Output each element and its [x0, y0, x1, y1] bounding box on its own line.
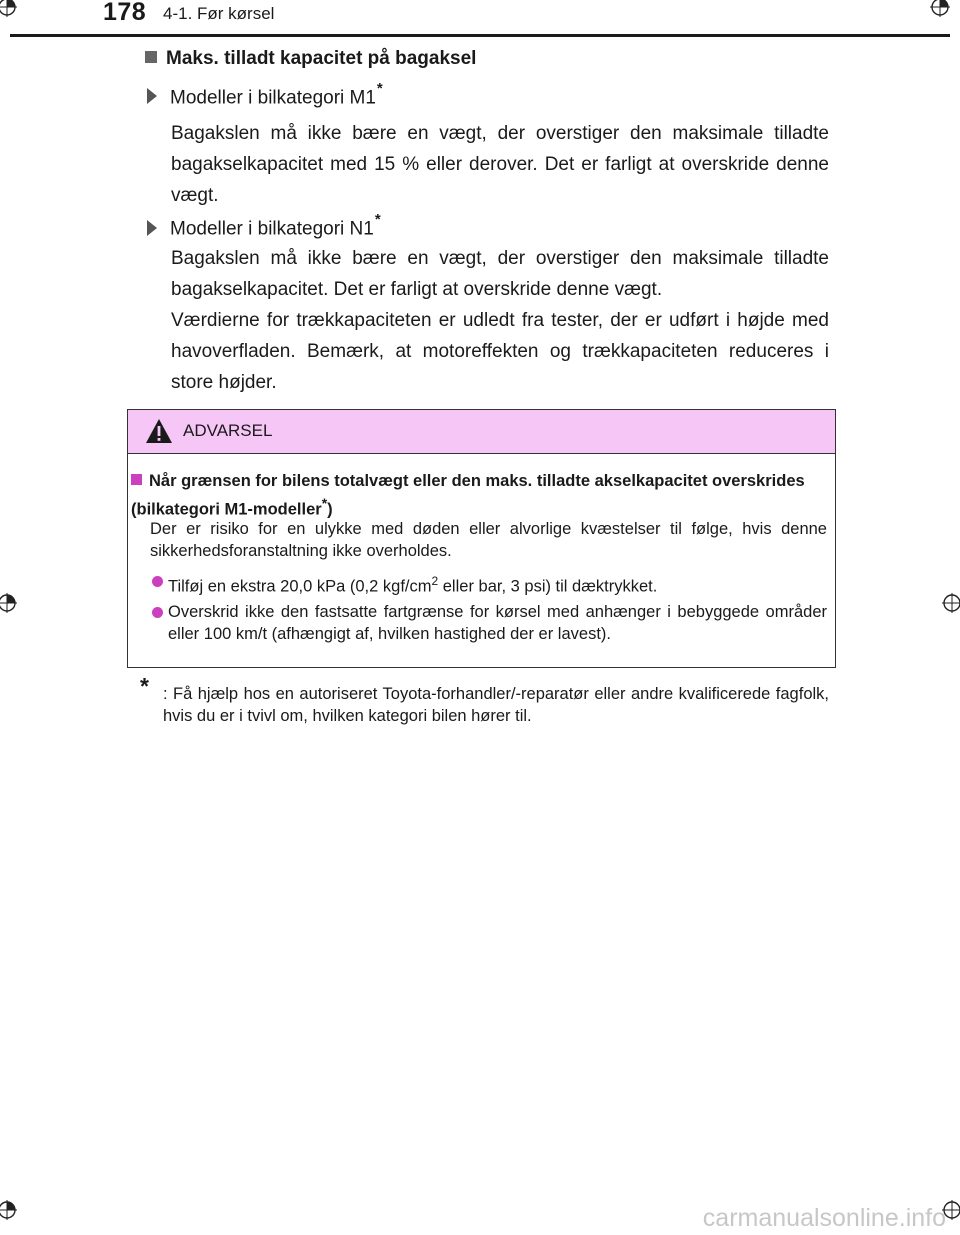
- warning-header: [128, 410, 835, 454]
- asterisk-marker: *: [374, 211, 381, 228]
- footnote-text: : Få hjælp hos en autoriseret Toyota-forhandler/-reparatør eller andre kvalificerede fagfolk, hvis du er i tvivl om, hvilken kategori bilen hører til.: [163, 685, 829, 725]
- warning-item-title: Når grænsen for bilens totalvægt eller den maks. tilladte akselkapacitet overskrides (bilkategori M1-modeller*): [131, 472, 805, 519]
- registration-mark-icon: [930, 0, 950, 17]
- header-rule: [10, 34, 950, 37]
- warning-title: ADVARSEL: [183, 421, 273, 440]
- round-bullet-icon: [152, 576, 163, 587]
- registration-mark-icon: [0, 593, 17, 613]
- registration-mark-icon: [0, 1200, 17, 1220]
- triangle-bullet-icon: [147, 220, 157, 236]
- asterisk-marker: *: [321, 495, 328, 511]
- warning-triangle-icon: [145, 418, 173, 444]
- warning-box: [127, 409, 836, 668]
- subsection-heading-m1: Modeller i bilkategori M1*: [170, 80, 383, 109]
- paragraph-n1: Bagakslen må ikke bære en vægt, der overstiger den maksimale tilladte bagakselkapacitet. Det er farligt at overskride denne vægt.: [171, 248, 829, 300]
- main-heading-text: Maks. tilladt kapacitet på bagaksel: [166, 48, 477, 69]
- square-bullet-icon: [145, 51, 157, 63]
- square-bullet-icon: [131, 474, 142, 485]
- warning-bullet-speed-limit: Overskrid ikke den fastsatte fartgrænse for kørsel med anhænger i bebyggede områder eller 100 km/t (afhængigt af, hvilken hastighed der er lavest).: [168, 603, 827, 643]
- paragraph-towing: Værdierne for trækkapaciteten er udledt fra tester, der er udført i højde med havoverfladen. Bemærk, at motoreffekten og trækkapaciteten reduceres i store højder.: [171, 310, 829, 393]
- watermark: carmanualsonline.info: [702, 1204, 946, 1232]
- main-heading: [145, 48, 476, 70]
- footnote-marker: *: [140, 673, 149, 699]
- triangle-bullet-icon: [147, 88, 157, 104]
- page-number: 178: [103, 0, 147, 26]
- asterisk-marker: *: [376, 80, 383, 97]
- paragraph-m1: Bagakslen må ikke bære en vægt, der overstiger den maksimale tilladte bagakselkapacitet med 15 % eller derover. Det er farligt at overskride denne vægt.: [171, 123, 829, 206]
- registration-mark-icon: [942, 593, 960, 613]
- section-title: 4-1. Før kørsel: [163, 4, 275, 23]
- warning-bullet-tire-pressure: Tilføj en ekstra 20,0 kPa (0,2 kgf/$cm^2$ eller bar, 3 psi) til dæktrykket.: [168, 574, 658, 596]
- round-bullet-icon: [152, 607, 163, 618]
- registration-mark-icon: [0, 0, 17, 17]
- subsection-heading-n1: Modeller i bilkategori N1*: [170, 211, 381, 240]
- warning-intro: Der er risiko for en ulykke med døden eller alvorlige kvæstelser til følge, hvis denne sikkerhedsforanstaltning ikke overholdes.: [150, 520, 827, 560]
